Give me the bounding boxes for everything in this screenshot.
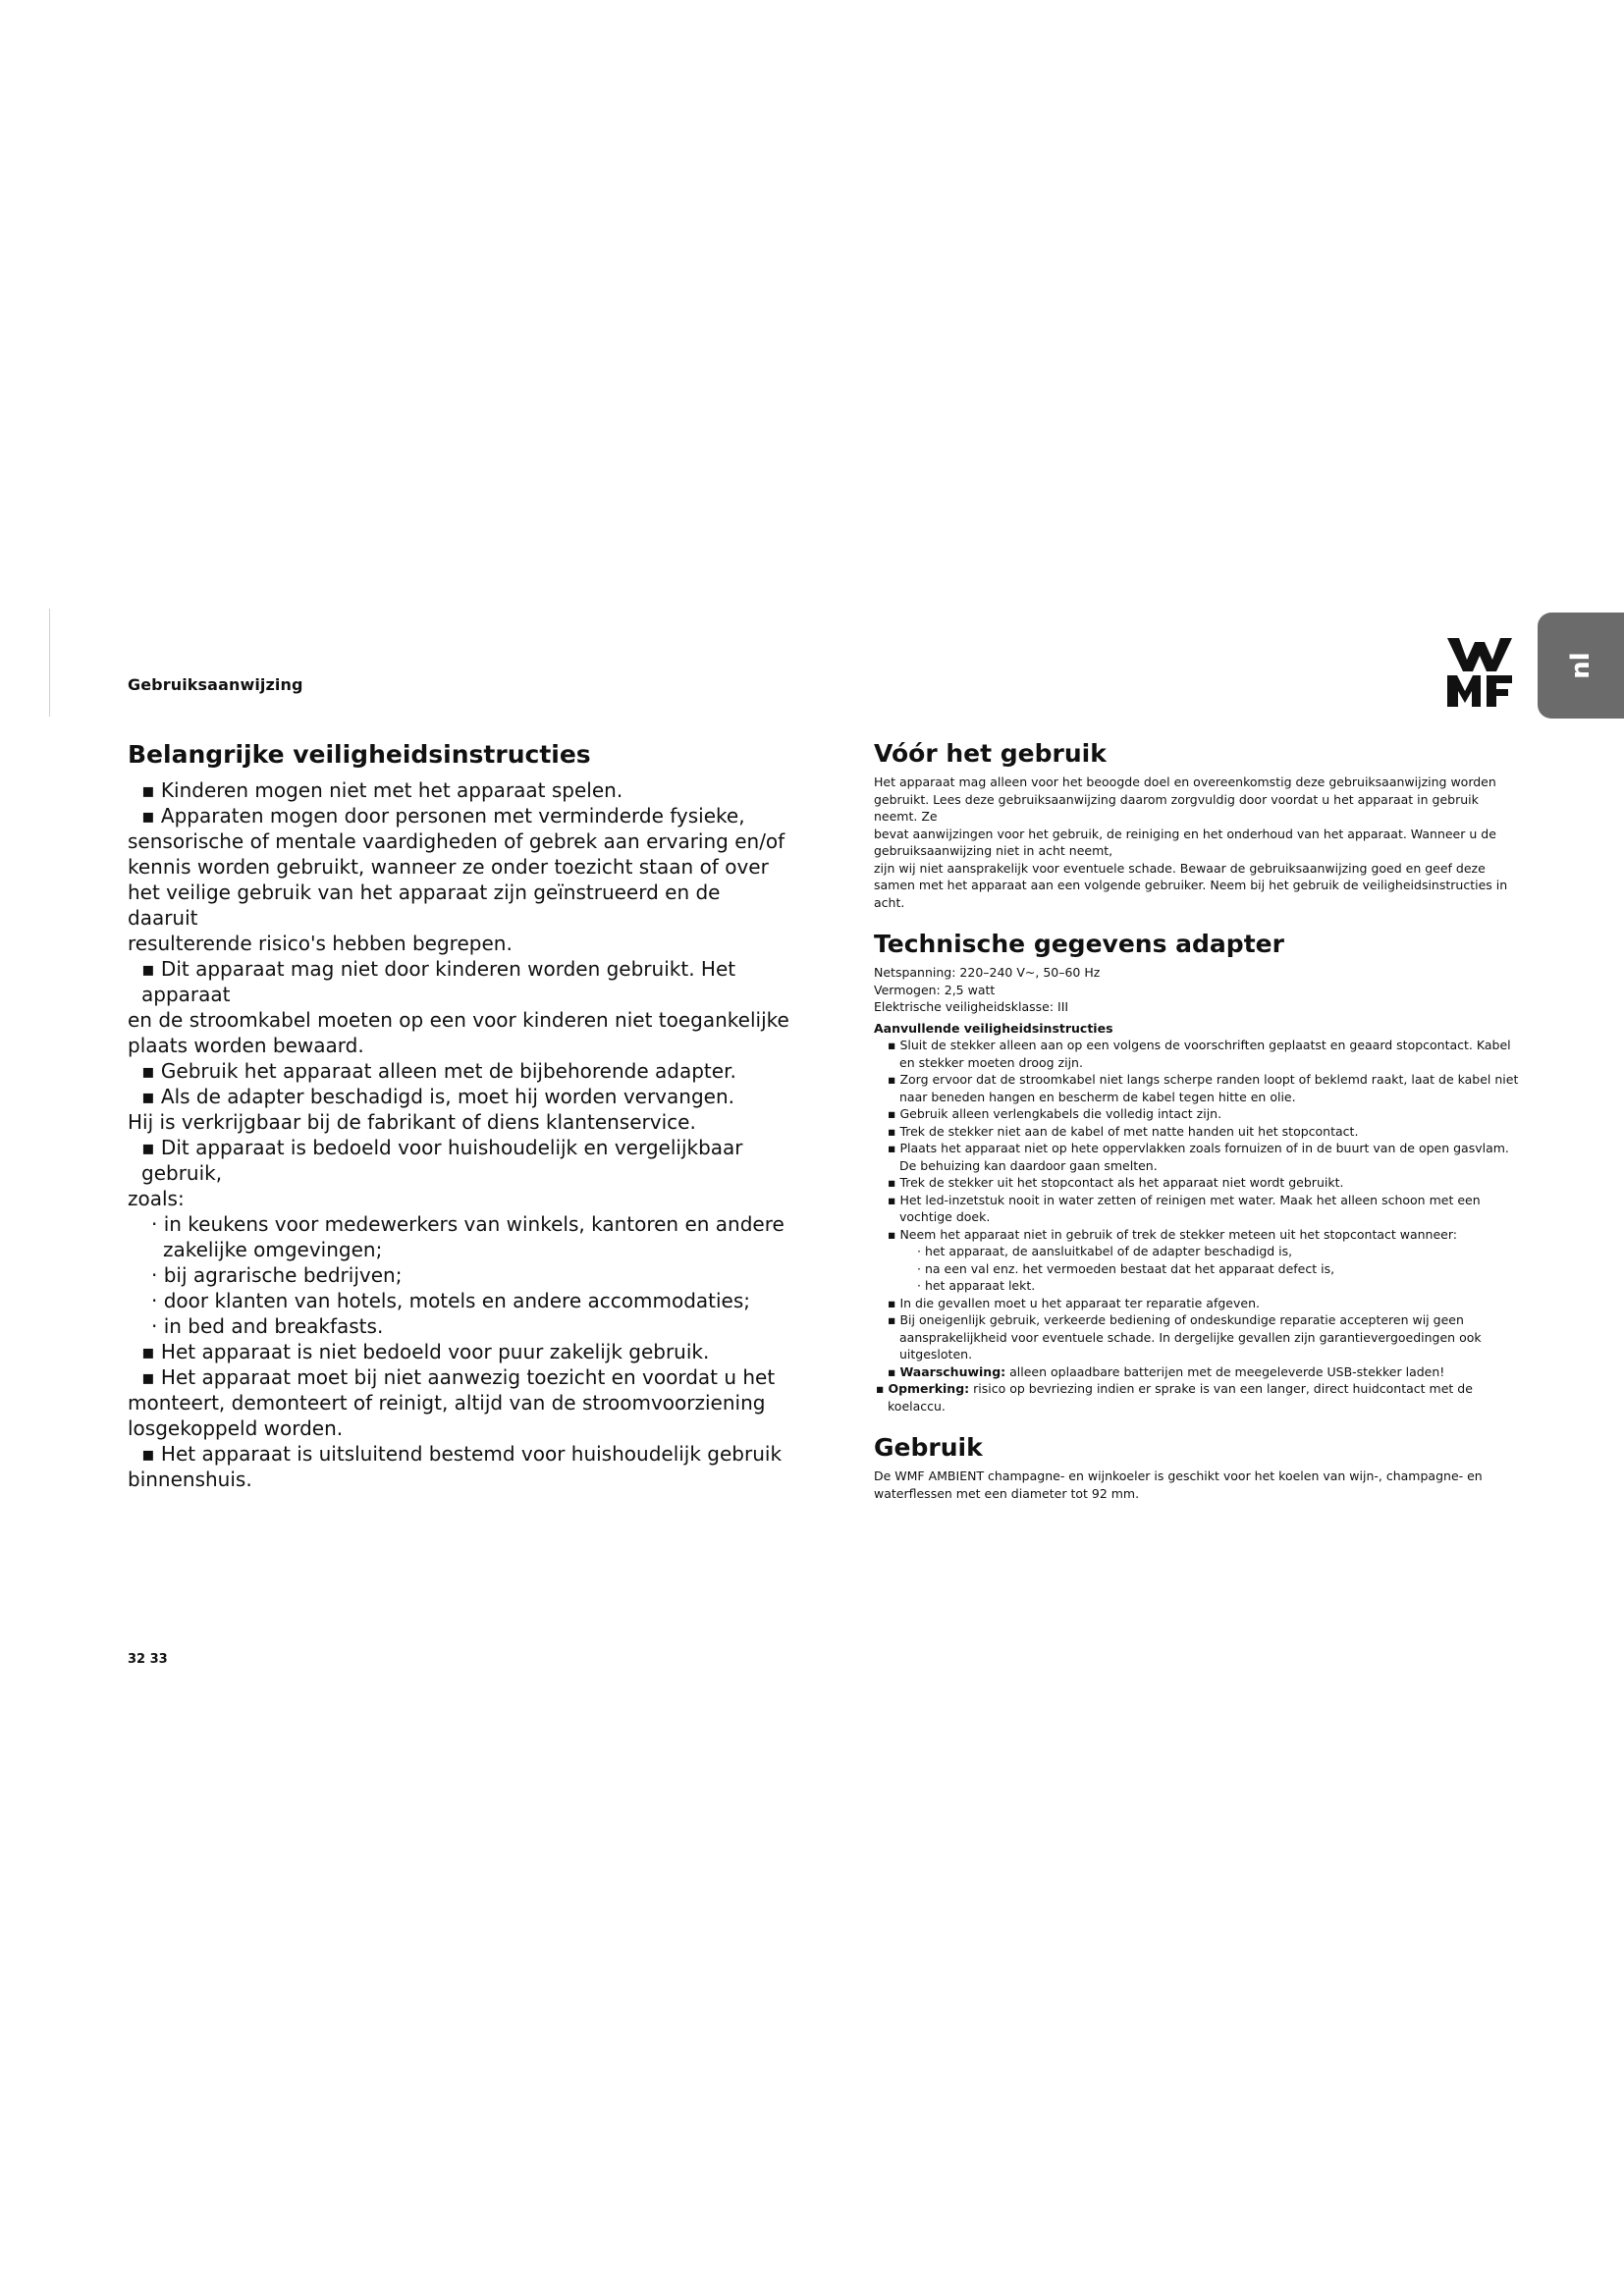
safety-instruction-line: plaats worden bewaard. (128, 1034, 364, 1057)
technical-data-line: Elektrische veiligheidsklasse: III (874, 999, 1069, 1014)
safety-instruction-line: · bij agrarische bedrijven; (151, 1263, 403, 1287)
page-numbers: 32 33 (128, 1652, 168, 1667)
safety-instruction-line: ▪ Dit apparaat mag niet door kinderen worden gebruikt. Het apparaat (141, 957, 736, 1006)
before-use-line: samen met het apparaat aan een volgende gebruiker. Neem bij het gebruik de veiligheidsinstructies in (874, 878, 1508, 892)
safety-instruction-line: monteert, demonteert of reinigt, altijd van de stroomvoorziening (128, 1391, 766, 1415)
usage-title: Gebruik (874, 1433, 983, 1462)
before-use-line: gebruiksaanwijzing niet in acht neemt, (874, 843, 1113, 858)
additional-safety-item: ▪ Bij oneigenlijk gebruik, verkeerde bediening of ondeskundige reparatie accepteren wij geen aansprakelijkheid voor eventuele schade. In dergelijke gevallen zijn garantievergoedingen ook uitgesloten. (888, 1312, 1482, 1362)
safety-instruction-line: · in bed and breakfasts. (151, 1314, 384, 1338)
safety-instruction-line: sensorische of mentale vaardigheden of gebrek aan ervaring en/of (128, 829, 785, 853)
before-use-line: acht. (874, 894, 905, 910)
safety-instruction-line: zoals: (128, 1187, 185, 1210)
safety-instruction-line: losgekoppeld worden. (128, 1416, 344, 1440)
safety-instruction-line: binnenshuis. (128, 1468, 252, 1491)
safety-instruction-line: resulterende risico's hebben begrepen. (128, 932, 513, 955)
language-tab (1538, 613, 1624, 719)
safety-instruction-line: ▪ Gebruik het apparaat alleen met de bijbehorende adapter. (141, 1059, 736, 1083)
safety-instruction-line: · in keukens voor medewerkers van winkels, kantoren en andere zakelijke omgevingen; (151, 1212, 785, 1261)
usage-body (874, 1468, 1522, 1502)
safety-instruction-line: ▪ Het apparaat is uitsluitend bestemd voor huishoudelijk gebruik (141, 1442, 783, 1466)
additional-safety-item: ▪ Sluit de stekker alleen aan op een volgens de voorschriften geplaatst en geaard stopcontact. Kabel en stekker moeten droog zijn. (888, 1038, 1511, 1070)
before-use-line: neemt. Ze (874, 809, 938, 824)
safety-instruction-line: ▪ Apparaten mogen door personen met verminderde fysieke, (141, 804, 745, 828)
technical-data-line: Vermogen: 2,5 watt (874, 982, 996, 997)
warning-label: Waarschuwing: (899, 1363, 1006, 1379)
before-use-line: zijn wij niet aansprakelijk voor eventuele schade. Bewaar de gebruiksaanwijzing goed en geef deze (874, 860, 1486, 876)
safety-instruction-line: ▪ Als de adapter beschadigd is, moet hij worden vervangen. (141, 1085, 734, 1108)
additional-safety-subhead: Aanvullende veiligheidsinstructies (874, 1020, 1113, 1036)
safety-instruction-line: Hij is verkrijgbaar bij de fabrikant of diens klantenservice. (128, 1110, 696, 1134)
safety-instructions-body (128, 777, 795, 1492)
usage-line: De WMF AMBIENT champagne- en wijnkoeler is geschikt voor het koelen van wijn-, champagne- en (874, 1468, 1483, 1483)
document-header: Gebruiksaanwijzing (128, 675, 303, 694)
additional-safety-list (874, 1037, 1522, 1363)
technical-data-title: Technische gegevens adapter (874, 930, 1284, 958)
wmf-logo-icon (1445, 636, 1514, 709)
additional-safety-item: ▪ In die gevallen moet u het apparaat ter reparatie afgeven. (888, 1295, 1260, 1310)
technical-data-line: Netspanning: 220–240 V~, 50–60 Hz (874, 965, 1101, 980)
safety-instructions-title: Belangrijke veiligheidsinstructies (128, 740, 591, 769)
before-use-line: Het apparaat mag alleen voor het beoogde doel en overeenkomstig deze gebruiksaanwijzing worden (874, 774, 1496, 789)
additional-safety-item: · het apparaat, de aansluitkabel of de adapter beschadigd is, (917, 1244, 1293, 1258)
additional-safety-item: ▪ Zorg ervoor dat de stroomkabel niet langs scherpe randen loopt of beklemd raakt, laat de kabel niet naar beneden hangen en bescherm de kabel tegen hitte en olie. (888, 1072, 1519, 1104)
warning-item: ▪ Waarschuwing: alleen oplaadbare batterijen met de meegeleverde USB-stekker laden! (888, 1363, 1445, 1379)
additional-safety-item: ▪ Gebruik alleen verlengkabels die volledig intact zijn. (888, 1106, 1222, 1121)
technical-data-body (874, 964, 1522, 1016)
warning-text: alleen oplaadbare batterijen met de meegeleverde USB-stekker laden! (1005, 1363, 1445, 1379)
safety-instruction-line: ▪ Dit apparaat is bedoeld voor huishoudelijk en vergelijkbaar gebruik, (141, 1136, 743, 1185)
safety-instruction-line: en de stroomkabel moeten op een voor kinderen niet toegankelijke (128, 1008, 789, 1032)
additional-safety-item: ▪ Trek de stekker niet aan de kabel of met natte handen uit het stopcontact. (888, 1123, 1359, 1139)
safety-instruction-line: · door klanten van hotels, motels en andere accommodaties; (151, 1289, 750, 1312)
additional-safety-item: · het apparaat lekt. (917, 1278, 1036, 1293)
binding-mark (49, 609, 50, 717)
safety-instruction-line: ▪ Het apparaat moet bij niet aanwezig toezicht en voordat u het (141, 1365, 776, 1389)
safety-instruction-line: ▪ Het apparaat is niet bedoeld voor puur zakelijk gebruik. (141, 1340, 710, 1363)
safety-instruction-line: ▪ Kinderen mogen niet met het apparaat spelen. (141, 778, 623, 802)
note-text: risico op bevriezing indien er sprake is van een langer, direct huidcontact met de koelaccu. (888, 1381, 1473, 1414)
usage-line: waterflessen met een diameter tot 92 mm. (874, 1485, 1140, 1501)
note-label: Opmerking: (888, 1381, 970, 1396)
additional-safety-item: ▪ Het led-inzetstuk nooit in water zetten of reinigen met water. Maak het alleen schoon met een vochtige doek. (888, 1192, 1481, 1224)
additional-safety-item: ▪ Neem het apparaat niet in gebruik of trek de stekker meteen uit het stopcontact wanneer: (888, 1226, 1457, 1242)
safety-instruction-line: het veilige gebruik van het apparaat zijn geïnstrueerd en de daaruit (128, 881, 721, 930)
right-column (874, 738, 1522, 1502)
safety-instructions-column (128, 738, 795, 1492)
additional-safety-item: · na een val enz. het vermoeden bestaat dat het apparaat defect is, (917, 1260, 1335, 1276)
note-item: ▪ Opmerking: risico op bevriezing indien er sprake is van een langer, direct huidcontact met de koelaccu. (876, 1381, 1473, 1414)
additional-safety-item: ▪ Trek de stekker uit het stopcontact als het apparaat niet wordt gebruikt. (888, 1175, 1344, 1190)
safety-instruction-line: kennis worden gebruikt, wanneer ze onder toezicht staan of over (128, 855, 769, 879)
language-tab-label: nl (1566, 652, 1596, 679)
before-use-body (874, 774, 1522, 911)
before-use-line: gebruikt. Lees deze gebruiksaanwijzing daarom zorgvuldig door voordat u het apparaat in gebruik (874, 791, 1479, 807)
before-use-title: Vóór het gebruik (874, 739, 1107, 768)
before-use-line: bevat aanwijzingen voor het gebruik, de reiniging en het onderhoud van het apparaat. Wanneer u de (874, 826, 1496, 841)
additional-safety-item: ▪ Plaats het apparaat niet op hete oppervlakken zoals fornuizen of in de buurt van de open gasvlam. De behuizing kan daardoor gaan smelten. (888, 1141, 1509, 1173)
